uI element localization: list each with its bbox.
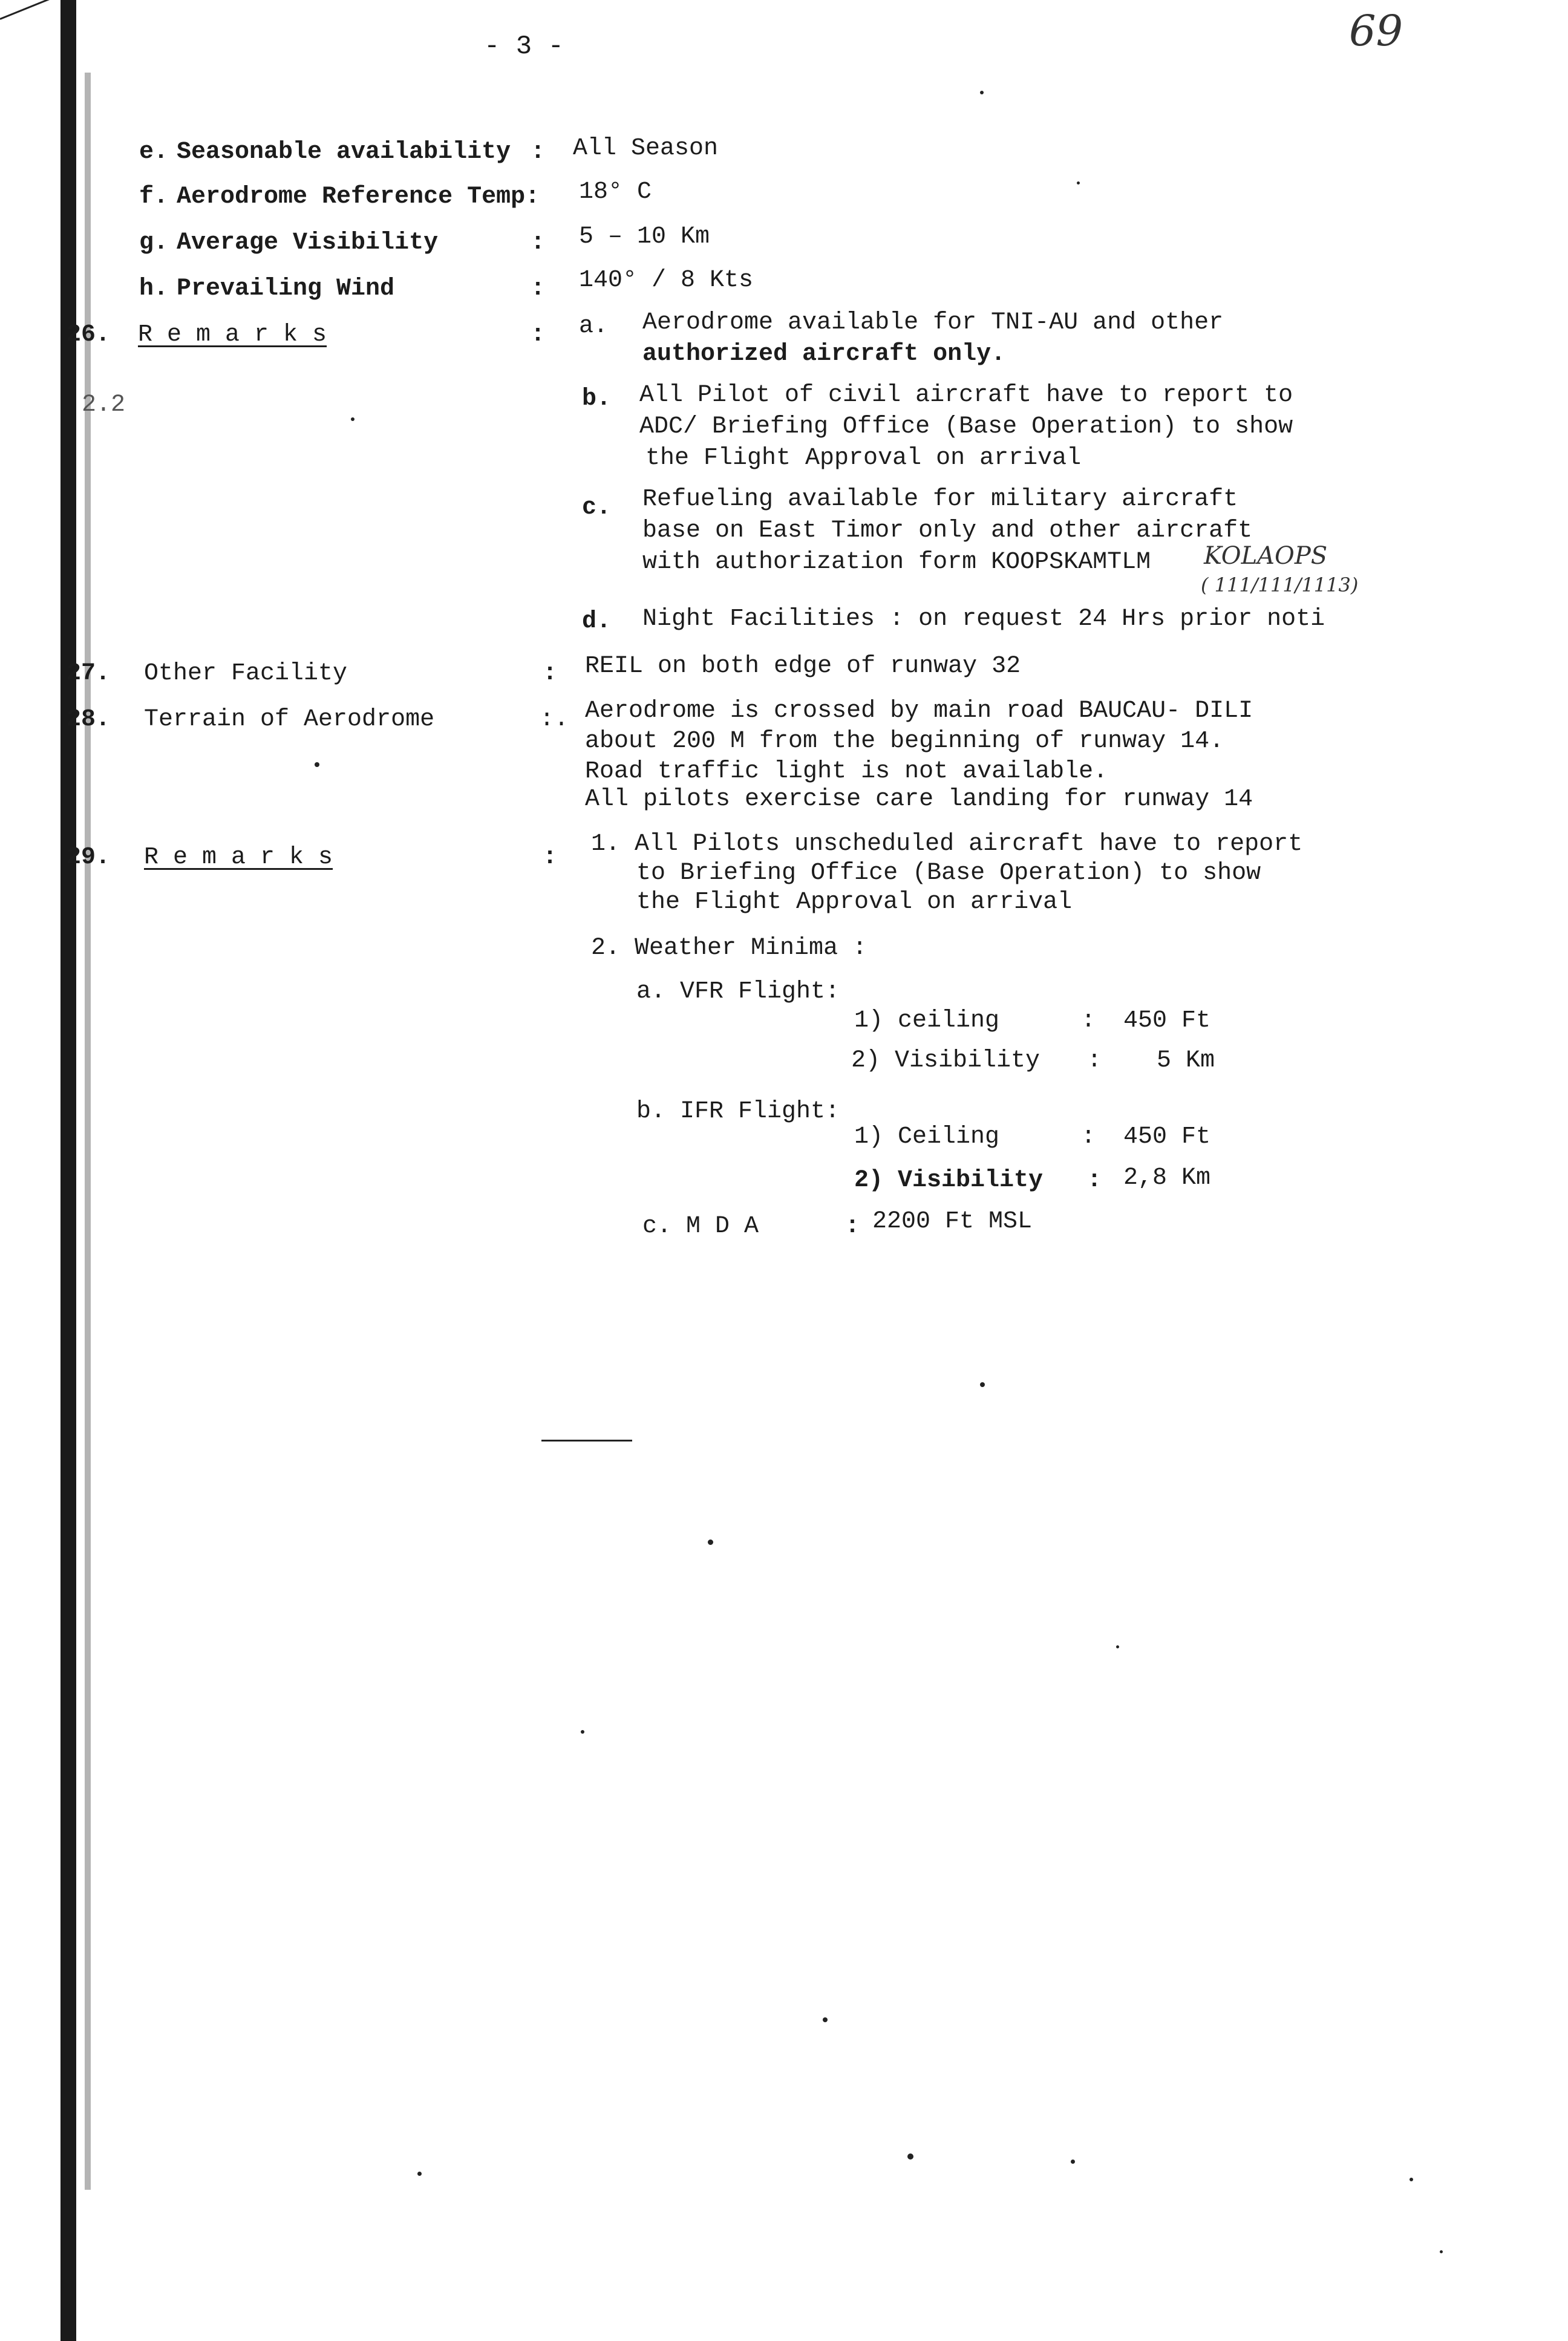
scan-speck (980, 91, 984, 94)
terrain-line: Aerodrome is crossed by main road BAUCAU- DILI (585, 697, 1253, 725)
remark-c-line: Refueling available for military aircraft (642, 486, 1238, 513)
remark-b-marker: b. (582, 385, 612, 413)
item-label: Average Visibility (177, 229, 439, 256)
item-marker: h. (139, 275, 169, 302)
handwritten-note: ( 111/111/1113) (1201, 573, 1359, 596)
vfr-ceiling-colon: : (1081, 1007, 1096, 1034)
terrain-line: Road traffic light is not available. (585, 758, 1108, 785)
scan-speck (351, 417, 354, 421)
section-heading: R e m a r k s (138, 321, 327, 348)
item-colon: : (531, 275, 546, 302)
terrain-line: about 200 M from the beginning of runway 14. (585, 728, 1224, 755)
page-number: - 3 - (484, 31, 564, 62)
binding-shadow (85, 73, 91, 2190)
section-number: 26. (67, 321, 111, 348)
item-value: 140° / 8 Kts (579, 267, 754, 294)
terrain-line: All pilots exercise care landing for runway 14 (585, 786, 1253, 813)
ifr-ceiling-value: 450 Ft (1123, 1123, 1211, 1151)
item-label: Aerodrome Reference Temp: (177, 183, 540, 211)
item-value: All Season (573, 135, 719, 162)
scan-speck (980, 1382, 985, 1387)
section-label: Other Facility (144, 660, 348, 687)
section-colon: :. (540, 706, 569, 733)
scan-speck (1440, 2250, 1443, 2253)
remark-b-line: All Pilot of civil aircraft have to report to (639, 382, 1293, 409)
section-heading: R e m a r k s (144, 844, 333, 871)
binding-edge (60, 0, 76, 2341)
item-marker: g. (139, 229, 169, 256)
section-number: 27. (67, 660, 111, 687)
remark-b-line: ADC/ Briefing Office (Base Operation) to show (639, 413, 1293, 440)
mda-value: 2200 Ft MSL (872, 1208, 1033, 1235)
item-marker: e. (139, 139, 169, 166)
item-value: 18° C (579, 178, 652, 206)
weather-minima-heading: 2. Weather Minima : (591, 935, 867, 962)
scan-speck (823, 2017, 828, 2022)
vfr-visibility-value: 5 Km (1157, 1047, 1215, 1074)
remark-a-line: Aerodrome available for TNI-AU and other (642, 309, 1224, 336)
mda-colon: : (845, 1213, 860, 1240)
scan-speck (1410, 2178, 1413, 2181)
remark-d-marker: d. (582, 608, 612, 635)
remark-a-marker: a. (579, 313, 609, 340)
scan-speck (907, 2153, 913, 2160)
item-colon: : (531, 139, 546, 166)
section-number: 28. (67, 706, 111, 733)
vfr-ceiling-label: 1) ceiling (854, 1007, 1000, 1034)
item-value: 5 – 10 Km (579, 223, 710, 250)
remark-1-line: to Briefing Office (Base Operation) to show (636, 860, 1261, 887)
section-colon: : (531, 321, 546, 348)
remark-c-marker: c. (582, 494, 612, 521)
ifr-title: b. IFR Flight: (636, 1098, 840, 1125)
vfr-visibility-label: 2) Visibility (851, 1047, 1040, 1074)
scan-speck (1116, 1645, 1119, 1648)
remark-d-line: Night Facilities : on request 24 Hrs prior noti (642, 606, 1325, 633)
remark-c-line: with authorization form KOOPSKAMTLM (642, 549, 1151, 576)
ifr-ceiling-label: 1) Ceiling (854, 1123, 1000, 1151)
section-label: Terrain of Aerodrome (144, 706, 435, 733)
vfr-title: a. VFR Flight: (636, 978, 840, 1005)
ifr-visibility-colon: : (1087, 1167, 1102, 1194)
remark-b-line: the Flight Approval on arrival (645, 445, 1082, 472)
item-marker: f. (139, 183, 169, 211)
handwritten-page-number: 69 (1349, 6, 1403, 56)
section-value: REIL on both edge of runway 32 (585, 653, 1021, 680)
section-colon: : (543, 844, 558, 871)
scan-speck (581, 1730, 584, 1734)
item-label: Seasonable availability (177, 139, 511, 166)
mda-label: c. M D A (642, 1213, 759, 1240)
ifr-visibility-label: 2) Visibility (854, 1167, 1044, 1194)
remark-1-line: the Flight Approval on arrival (636, 889, 1073, 916)
item-label: Prevailing Wind (177, 275, 395, 302)
handwritten-note: KOLAOPS (1204, 542, 1328, 570)
corner-mark (0, 0, 62, 20)
vfr-visibility-colon: : (1087, 1047, 1102, 1074)
scan-speck (1077, 181, 1080, 184)
remark-c-line: base on East Timor only and other aircraft (642, 517, 1253, 544)
ifr-visibility-value: 2,8 Km (1123, 1164, 1211, 1192)
remark-a-line: authorized aircraft only. (642, 341, 1006, 368)
scan-speck (417, 2172, 422, 2176)
section-colon: : (543, 660, 558, 687)
scan-speck (1071, 2160, 1075, 2164)
stamp-number: 2.2 (82, 391, 126, 419)
end-rule (541, 1440, 632, 1441)
section-number: 29. (67, 844, 111, 871)
vfr-ceiling-value: 450 Ft (1123, 1007, 1211, 1034)
item-colon: : (531, 229, 546, 256)
scan-speck (708, 1539, 713, 1545)
remark-1-line: 1. All Pilots unscheduled aircraft have to report (591, 831, 1303, 858)
ifr-ceiling-colon: : (1081, 1123, 1096, 1151)
scan-speck (315, 762, 319, 767)
